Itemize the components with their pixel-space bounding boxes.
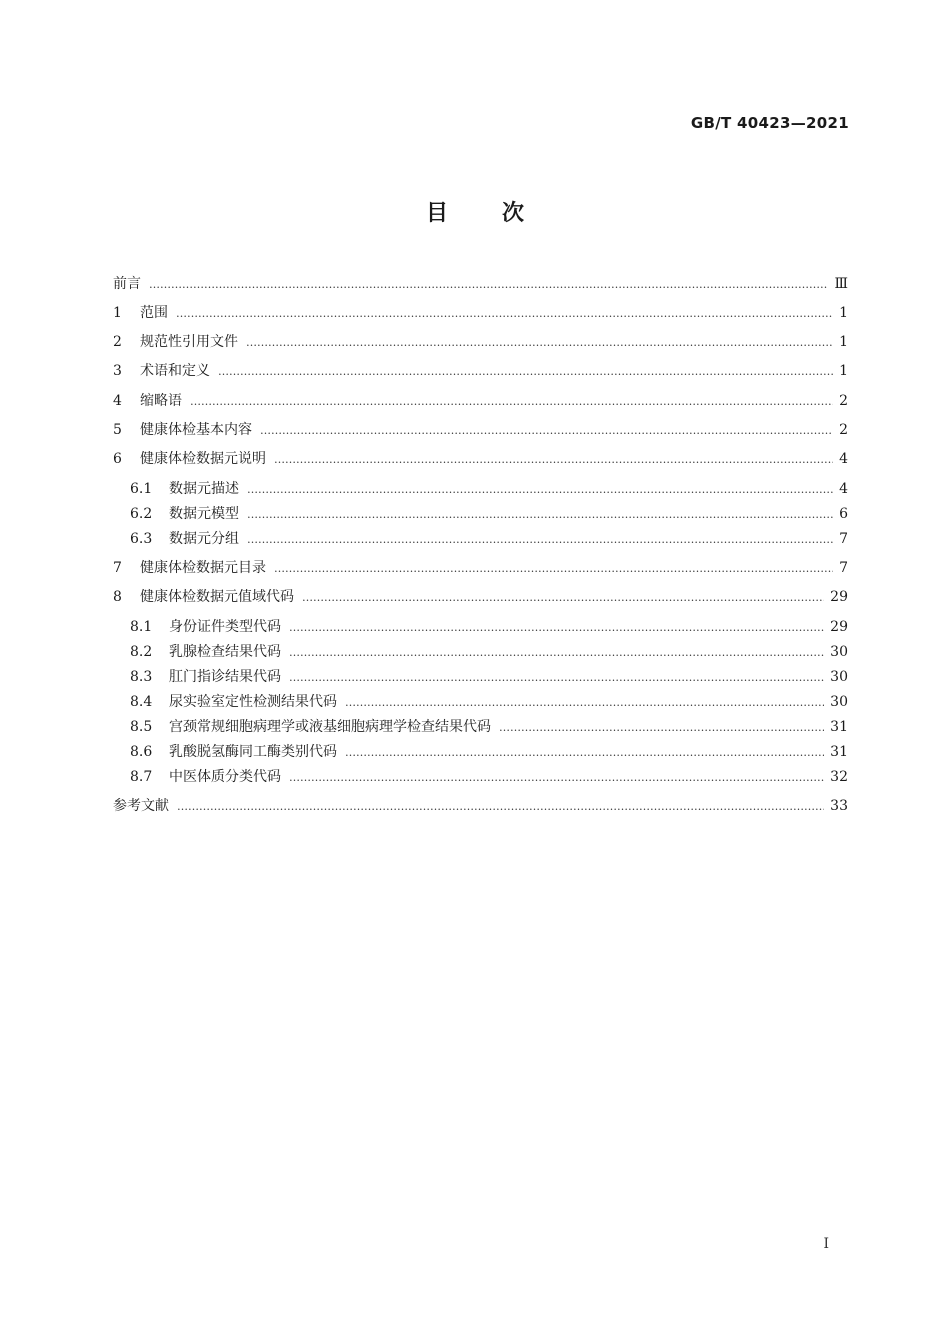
toc-entry-text: 健康体检数据元说明 [140, 451, 266, 467]
toc-entry-8-3[interactable] [130, 666, 848, 688]
page-title: 目次 [425, 201, 578, 226]
toc-entry-number: 5 [113, 422, 122, 438]
toc-entry-number: 8.6 [130, 744, 153, 760]
toc-entry-page: 31 [830, 744, 848, 760]
page-number: I [823, 1236, 829, 1252]
toc-entry-page: 2 [839, 393, 848, 409]
toc-entry-2[interactable] [113, 331, 848, 353]
toc-entry-5[interactable] [113, 419, 848, 441]
toc-entry-number: 8.5 [130, 719, 153, 735]
toc-entry-text: 健康体检基本内容 [140, 422, 252, 438]
toc-leader-dots [345, 742, 824, 764]
toc-entry-3[interactable] [113, 360, 848, 382]
toc-entry-4[interactable] [113, 390, 848, 412]
toc-leader-dots [247, 479, 833, 501]
toc-entry-number: 8.4 [130, 694, 153, 710]
toc-entry-page: 31 [830, 719, 848, 735]
toc-leader-dots [274, 558, 833, 580]
toc-entry-number: 7 [113, 560, 122, 576]
toc-entry-6-1[interactable] [130, 478, 848, 500]
toc-entry-7[interactable] [113, 557, 848, 579]
toc-entry-text: 中医体质分类代码 [169, 769, 281, 785]
toc-leader-dots [176, 303, 833, 325]
toc-leader-dots [177, 796, 824, 818]
toc-entry-foreword[interactable] [113, 273, 848, 295]
toc-leader-dots [289, 667, 824, 689]
toc-entry-1[interactable] [113, 302, 848, 324]
toc-entry-page: 30 [830, 694, 848, 710]
toc-leader-dots [302, 587, 824, 609]
toc-leader-dots [218, 361, 833, 383]
toc-entry-8[interactable] [113, 586, 848, 608]
toc-entry-6-2[interactable] [130, 503, 848, 525]
toc-entry-number: 3 [113, 363, 122, 379]
document-code: GB/T 40423—2021 [690, 114, 849, 132]
toc-leader-dots [499, 717, 824, 739]
toc-entry-number: 6.3 [130, 531, 153, 547]
toc-entry-text: 宫颈常规细胞病理学或液基细胞病理学检查结果代码 [169, 719, 491, 735]
toc-entry-page: 32 [830, 769, 848, 785]
toc-leader-dots [289, 767, 824, 789]
toc-leader-dots [247, 504, 833, 526]
toc-entry-page: 29 [830, 619, 848, 635]
toc-leader-dots [289, 642, 824, 664]
toc-leader-dots [274, 449, 833, 471]
toc-entry-page: 7 [839, 560, 848, 576]
toc-entry-text: 缩略语 [140, 393, 182, 409]
toc-entry-number: 6 [113, 451, 122, 467]
toc-entry-number: 8 [113, 589, 122, 605]
toc-entry-number: 6.2 [130, 506, 153, 522]
toc-entry-page: 30 [830, 644, 848, 660]
toc-entry-page: Ⅲ [834, 276, 848, 292]
toc-leader-dots [190, 391, 833, 413]
toc-entry-text: 规范性引用文件 [140, 334, 238, 350]
toc-entry-text: 范围 [140, 305, 168, 321]
toc-leader-dots [345, 692, 824, 714]
toc-entry-page: 4 [839, 451, 848, 467]
toc-entry-8-2[interactable] [130, 641, 848, 663]
toc-entry-text: 数据元分组 [169, 531, 239, 547]
toc-entry-page: 2 [839, 422, 848, 438]
toc-entry-text: 数据元模型 [169, 506, 239, 522]
toc-leader-dots [260, 420, 833, 442]
toc-entry-number: 2 [113, 334, 122, 350]
toc-entry-page: 1 [839, 305, 848, 321]
toc-entry-number: 8.1 [130, 619, 153, 635]
toc-entry-page: 1 [839, 363, 848, 379]
toc-leader-dots [247, 529, 833, 551]
toc-entry-text: 健康体检数据元目录 [140, 560, 266, 576]
toc-entry-page: 30 [830, 669, 848, 685]
toc-entry-8-5[interactable] [130, 716, 848, 738]
toc-entry-8-1[interactable] [130, 616, 848, 638]
toc-entry-8-7[interactable] [130, 766, 848, 788]
toc-entry-number: 8.2 [130, 644, 153, 660]
toc-entry-page: 1 [839, 334, 848, 350]
toc-entry-bibliography[interactable] [113, 795, 848, 817]
toc-entry-page: 4 [839, 481, 848, 497]
toc-entry-number: 4 [113, 393, 122, 409]
toc-leader-dots [246, 332, 833, 354]
toc-entry-text: 乳腺检查结果代码 [169, 644, 281, 660]
toc-entry-page: 33 [830, 798, 848, 814]
toc-entry-number: 1 [113, 305, 122, 321]
toc-entry-number: 8.7 [130, 769, 153, 785]
toc-entry-number: 6.1 [130, 481, 153, 497]
toc-leader-dots [289, 617, 824, 639]
toc-entry-page: 6 [839, 506, 848, 522]
toc-entry-8-4[interactable] [130, 691, 848, 713]
toc-entry-text: 肛门指诊结果代码 [169, 669, 281, 685]
toc-leader-dots [149, 274, 828, 296]
toc-entry-8-6[interactable] [130, 741, 848, 763]
toc-entry-text: 参考文献 [113, 798, 169, 814]
toc-entry-6-3[interactable] [130, 528, 848, 550]
toc-entry-text: 前言 [113, 276, 141, 292]
toc-entry-text: 身份证件类型代码 [169, 619, 281, 635]
toc-entry-text: 尿实验室定性检测结果代码 [169, 694, 337, 710]
toc-entry-text: 健康体检数据元值域代码 [140, 589, 294, 605]
toc-entry-text: 术语和定义 [140, 363, 210, 379]
toc-entry-text: 乳酸脱氢酶同工酶类别代码 [169, 744, 337, 760]
toc-entry-text: 数据元描述 [169, 481, 239, 497]
toc-entry-page: 7 [839, 531, 848, 547]
toc-entry-page: 29 [830, 589, 848, 605]
toc-entry-number: 8.3 [130, 669, 153, 685]
toc-entry-6[interactable] [113, 448, 848, 470]
